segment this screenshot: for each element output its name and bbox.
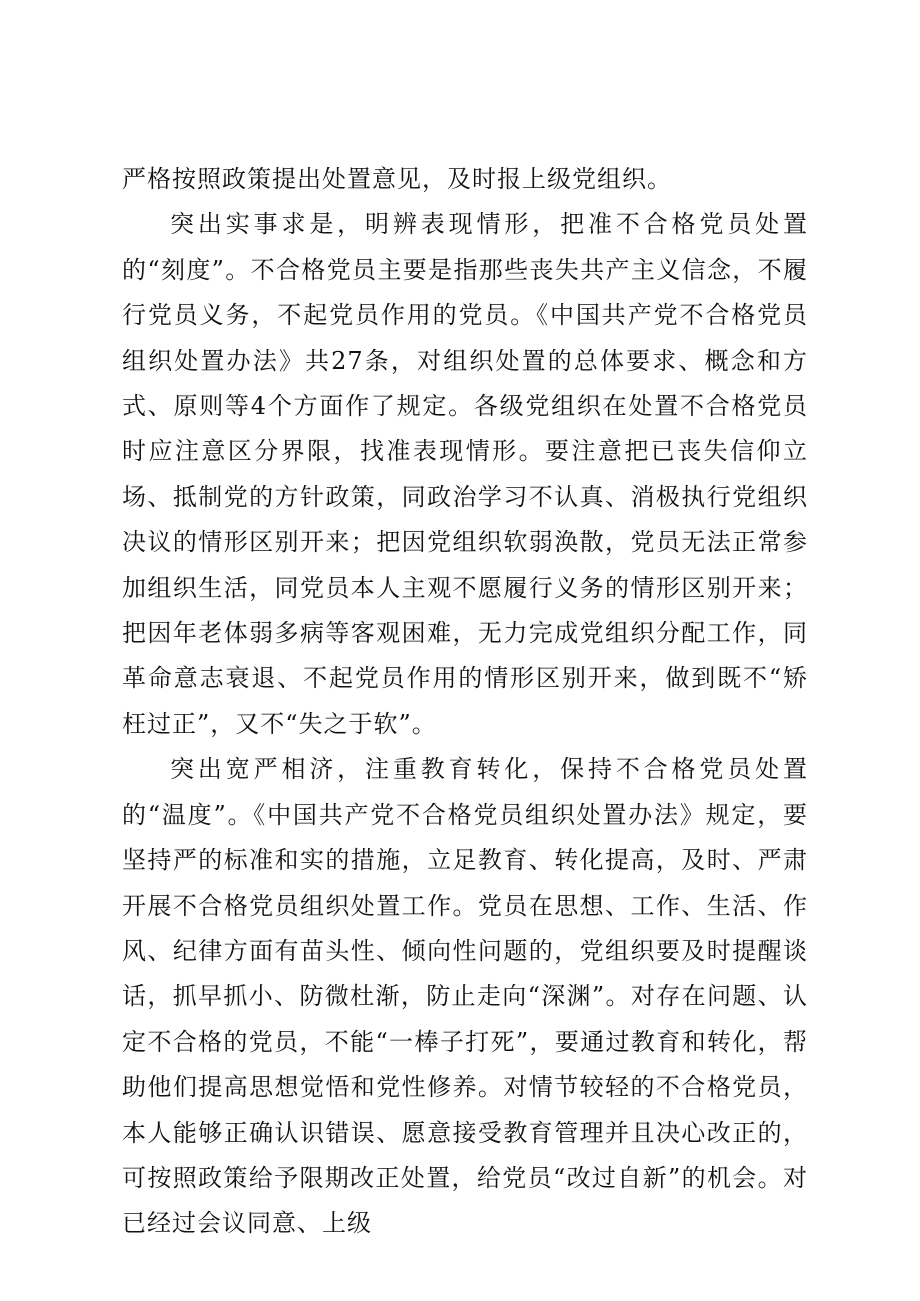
paragraph-3: 突出宽严相济，注重教育转化，保持不合格党员处置的“温度”。《中国共产党不合格党员组织处置办法》规定，要坚持严的标准和实的措施，立足教育、转化提高，及时、严肃开展不合格党员组织处置工作。党员在思想、工作、生活、作风、纪律方面有苗头性、倾向性问题的，党组织要及时提醒谈话，抓早抓小、防微杜渐，防止走向“深渊”。对存在问题、认定不合格的党员，不能“一棒子打死”，要通过教育和转化，帮助他们提高思想觉悟和党性修养。对情节较轻的不合格党员，本人能够正确认识错误、愿意接受教育管理并且决心改正的，可按照政策给予限期改正处置，给党员“改过自新”的机会。对已经过会议同意、上级 bbox=[122, 755, 808, 1238]
paragraph-1: 严格按照政策提出处置意见，及时报上级党组织。 bbox=[122, 165, 672, 193]
document-body bbox=[122, 157, 808, 1247]
paragraph-2: 突出实事求是，明辨表现情形，把准不合格党员处置的“刻度”。不合格党员主要是指那些丧失共产主义信念，不履行党员义务，不起党员作用的党员。《中国共产党不合格党员组织处置办法》共27条，对组织处置的总体要求、概念和方式、原则等4个方面作了规定。各级党组织在处置不合格党员时应注意区分界限，找准表现情形。要注意把已丧失信仰立场、抵制党的方针政策，同政治学习不认真、消极执行党组织决议的情形区别开来；把因党组织软弱涣散，党员无法正常参加组织生活，同党员本人主观不愿履行义务的情形区别开来；把因年老体弱多病等客观困难，无力完成党组织分配工作，同革命意志衰退、不起党员作用的情形区别开来，做到既不“矫枉过正”，又不“失之于软”。 bbox=[122, 210, 808, 738]
